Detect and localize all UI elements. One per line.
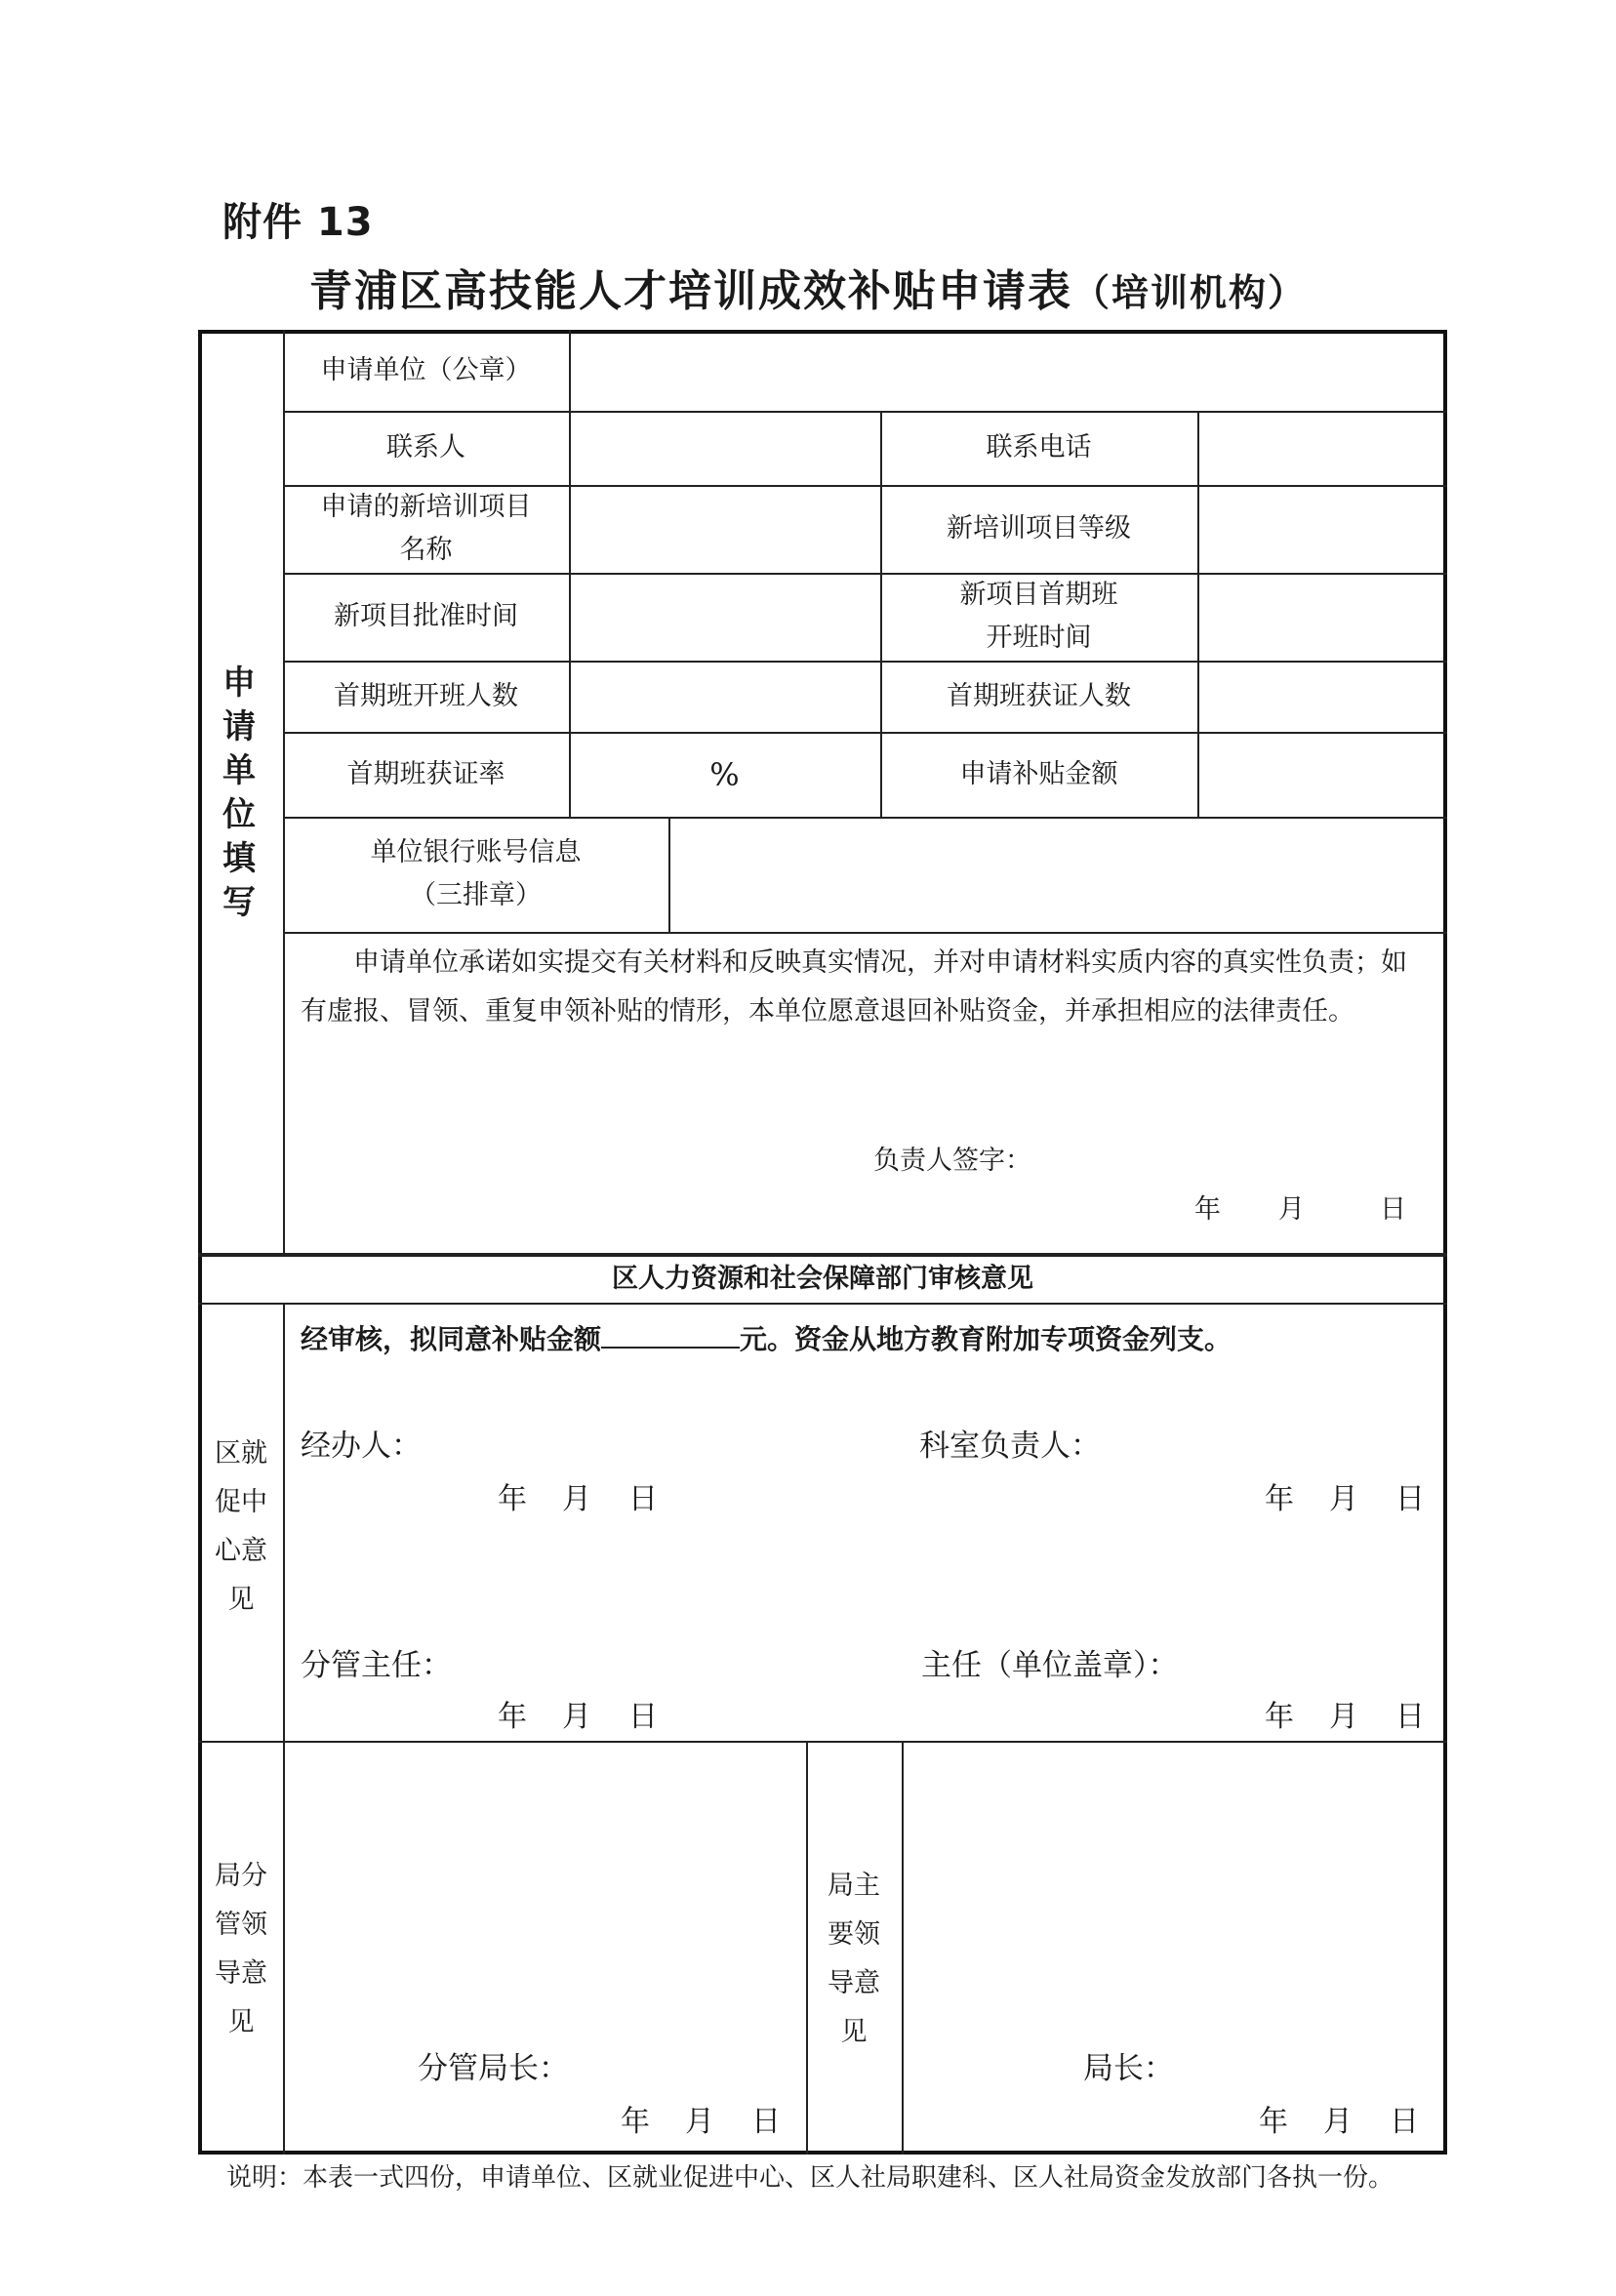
unit-name-label: 申请单位（公章） <box>320 354 532 385</box>
cert-rate-label: 首期班获证率 <box>346 758 505 789</box>
bureau-deputy-label: 局分管领导意见 <box>215 1861 267 2037</box>
date-day: 日 <box>751 2105 781 2139</box>
phone-label: 联系电话 <box>986 432 1092 463</box>
date-month: 月 <box>685 2105 714 2139</box>
subsidy-amount-label: 申请补贴金额 <box>959 758 1118 789</box>
first-class-time-field[interactable] <box>1199 575 1445 659</box>
review-header: 区人力资源和社会保障部门审核意见 <box>612 1263 1033 1294</box>
date-month: 月 <box>1329 1482 1358 1516</box>
divider <box>198 1303 1447 1305</box>
cert-rate-field[interactable] <box>571 734 878 815</box>
project-name-label: 申请的新培训项目 名称 <box>320 492 532 565</box>
date-day: 日 <box>1395 1482 1425 1516</box>
first-class-count-field[interactable] <box>571 663 878 730</box>
contact-label: 联系人 <box>386 432 465 463</box>
date-year: 年 <box>498 1482 527 1516</box>
date-year: 年 <box>1259 2105 1288 2139</box>
divider <box>806 1741 808 2155</box>
signature-label: 负责人签字： <box>873 1146 1031 1176</box>
center-opinion-label: 区就促中心意见 <box>215 1438 267 1615</box>
chief-label: 局长： <box>1083 2051 1174 2086</box>
first-class-time-label: 新项目首期班 开班时间 <box>959 580 1118 653</box>
deputy-chief-label: 分管局长： <box>418 2051 569 2086</box>
bank-info-field[interactable] <box>670 819 1445 930</box>
date-day: 日 <box>1390 2105 1419 2139</box>
date-month: 月 <box>562 1700 591 1734</box>
divider <box>283 932 1447 934</box>
section-label-applicant: 申请单位填写 <box>222 664 256 922</box>
subsidy-amount-field[interactable] <box>1199 734 1445 815</box>
project-name-field[interactable] <box>571 487 878 571</box>
date-day: 日 <box>628 1700 658 1734</box>
date-year: 年 <box>1265 1482 1294 1516</box>
date-month: 月 <box>1278 1194 1305 1225</box>
unit-name-field[interactable] <box>571 332 1445 409</box>
attachment-label: 附件 13 <box>222 200 374 245</box>
date-day: 日 <box>1380 1194 1406 1225</box>
date-day: 日 <box>1395 1700 1425 1734</box>
contact-field[interactable] <box>571 413 878 483</box>
footnote: 说明：本表一式四份，申请单位、区就业促进中心、区人社局职建科、区人社局资金发放部门各执一份。 <box>226 2163 1394 2193</box>
director-label: 主任（单位盖章）： <box>921 1648 1179 1683</box>
project-level-field[interactable] <box>1199 487 1445 571</box>
date-year: 年 <box>1194 1194 1221 1225</box>
bureau-main-label: 局主要领导意见 <box>828 1871 880 2047</box>
bank-info-label: 单位银行账号信息 （三排章） <box>370 837 582 910</box>
first-class-count-label: 首期班开班人数 <box>334 680 518 711</box>
phone-field[interactable] <box>1199 413 1445 483</box>
approval-time-field[interactable] <box>571 575 878 659</box>
date-year: 年 <box>1265 1700 1294 1734</box>
percent-sign: % <box>709 755 740 793</box>
bureau-main-opinion-field[interactable] <box>904 1743 1443 2035</box>
approval-time-label: 新项目批准时间 <box>334 601 518 631</box>
title-main: 青浦区高技能人才培训成效补贴申请表 <box>308 266 1072 316</box>
date-year: 年 <box>498 1700 527 1734</box>
certified-count-field[interactable] <box>1199 663 1445 730</box>
signature-field[interactable] <box>1034 1140 1327 1179</box>
certified-count-label: 首期班获证人数 <box>947 680 1131 711</box>
amount-blank[interactable] <box>601 1317 740 1349</box>
date-day: 日 <box>628 1482 658 1516</box>
date-month: 月 <box>1329 1700 1358 1734</box>
deputy-director-label: 分管主任： <box>301 1648 452 1683</box>
section-head-label: 科室负责人： <box>919 1429 1101 1464</box>
title-subtitle: （培训机构） <box>1071 271 1307 314</box>
project-level-label: 新培训项目等级 <box>947 513 1131 544</box>
pledge-text: 申请单位承诺如实提交有关材料和反映真实情况，并对申请材料实质内容的真实性负责；如有虚报、冒领、重复申领补贴的情形，本单位愿意退回补贴资金，并承担相应的法律责任。 <box>301 947 1407 1027</box>
bureau-deputy-opinion-field[interactable] <box>285 1743 804 2035</box>
date-month: 月 <box>1323 2105 1353 2139</box>
review-opinion: 经审核，拟同意补贴金额 元。资金从地方教育附加专项资金列支。 <box>301 1317 1232 1361</box>
date-month: 月 <box>562 1482 591 1516</box>
handler-label: 经办人： <box>301 1429 422 1464</box>
date-year: 年 <box>621 2105 650 2139</box>
